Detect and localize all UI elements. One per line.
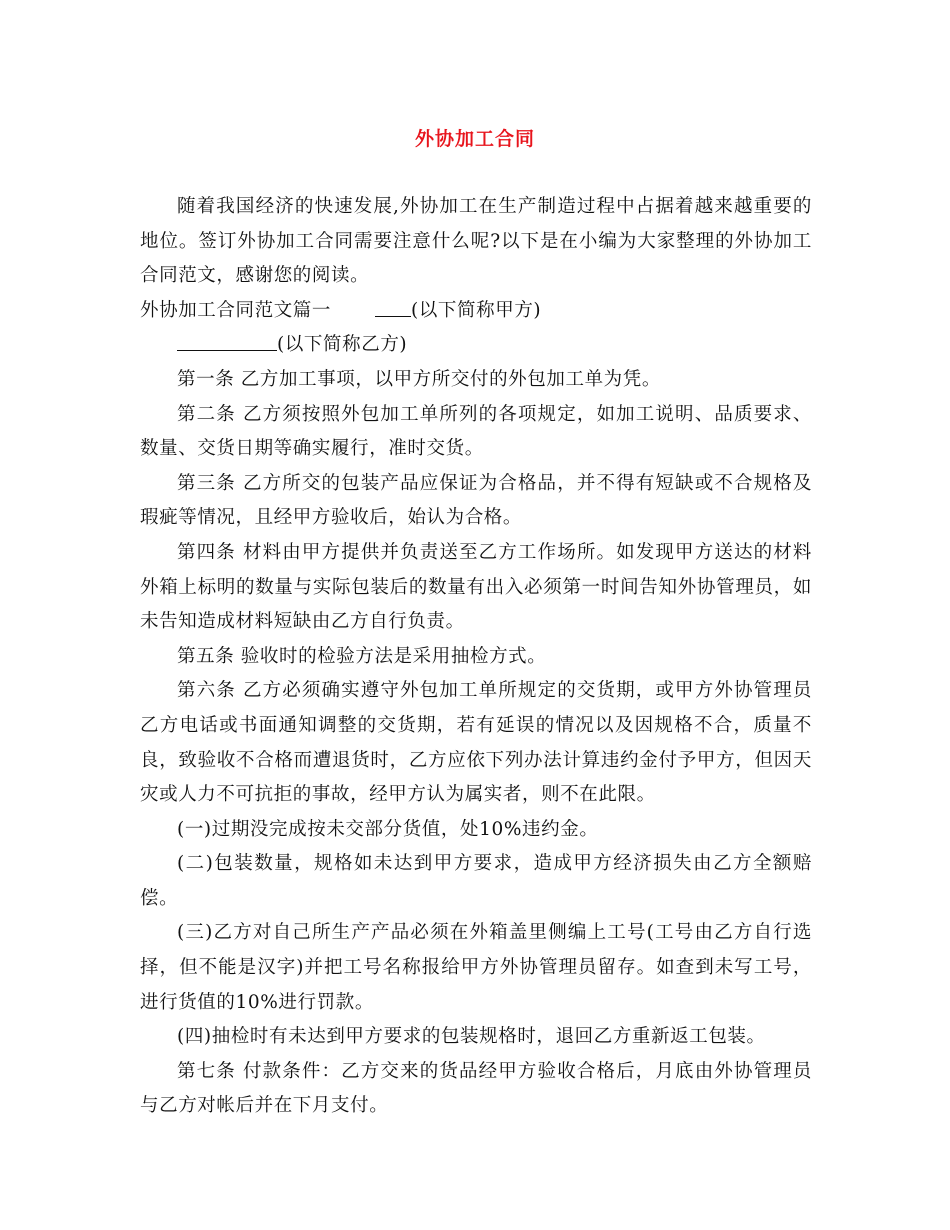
clause-5: 第五条 验收时的检验方法是采用抽检方式。 bbox=[177, 645, 547, 667]
clause-1: 第一条 乙方加工事项，以甲方所交付的外包加工单为凭。 bbox=[177, 368, 661, 390]
clause-7: 第七条 付款条件：乙方交来的货品经甲方验收合格后，月底由外协管理员与乙方对帐后并在下月支付。 bbox=[140, 1060, 812, 1117]
sub-clause-1: (一)过期没完成按未交部分货值，处10%违约金。 bbox=[177, 818, 599, 840]
document-body bbox=[140, 190, 812, 1124]
sub-clause-3: (三)乙方对自己所生产产品必须在外箱盖里侧编上工号(工号由乙方自行选择，但不能是汉字)并把工号名称报给甲方外协管理员留存。如查到未写工号，进行货值的10%进行罚款。 bbox=[140, 922, 812, 1013]
party-b-blank bbox=[177, 330, 277, 351]
intro-paragraph: 随着我国经济的快速发展,外协加工在生产制造过程中占据着越来越重要的地位。签订外协加工合同需要注意什么呢?以下是在小编为大家整理的外协加工合同范文，感谢您的阅读。 bbox=[140, 196, 812, 287]
sub-clause-4: (四)抽检时有未达到甲方要求的包装规格时，退回乙方重新返工包装。 bbox=[177, 1026, 766, 1048]
party-b-line bbox=[140, 328, 812, 363]
clause-2: 第二条 乙方须按照外包加工单所列的各项规定，如加工说明、品质要求、数量、交货日期等确实履行，准时交货。 bbox=[140, 403, 812, 460]
document-title: 外协加工合同 bbox=[414, 128, 535, 150]
party-a-prefix: 外协加工合同范文篇一 bbox=[140, 299, 332, 321]
sub-clause-2: (二)包装数量，规格如未达到甲方要求，造成甲方经济损失由乙方全额赔偿。 bbox=[140, 853, 812, 909]
party-a-line bbox=[140, 294, 812, 329]
clause-6: 第六条 乙方必须确实遵守外包加工单所规定的交货期，或甲方外协管理员乙方电话或书面通知调整的交货期，若有延误的情况以及因规格不合，质量不良，致验收不合格而遭退货时，乙方应依下列办法计算违约金付予甲方，但因天灾或人力不可抗拒的事故，经甲方认为属实者，则不在此限。 bbox=[140, 680, 812, 806]
clause-4: 第四条 材料由甲方提供并负责送至乙方工作场所。如发现甲方送达的材料外箱上标明的数量与实际包装后的数量有出入必须第一时间告知外协管理员，如未告知造成材料短缺由乙方自行负责。 bbox=[140, 541, 812, 633]
party-a-blank bbox=[375, 296, 411, 317]
party-a-suffix: (以下简称甲方) bbox=[411, 299, 542, 321]
clause-3: 第三条 乙方所交的包装产品应保证为合格品，并不得有短缺或不合规格及瑕疵等情况，且经甲方验收后，始认为合格。 bbox=[140, 472, 812, 529]
party-b-suffix: (以下简称乙方) bbox=[277, 334, 408, 356]
